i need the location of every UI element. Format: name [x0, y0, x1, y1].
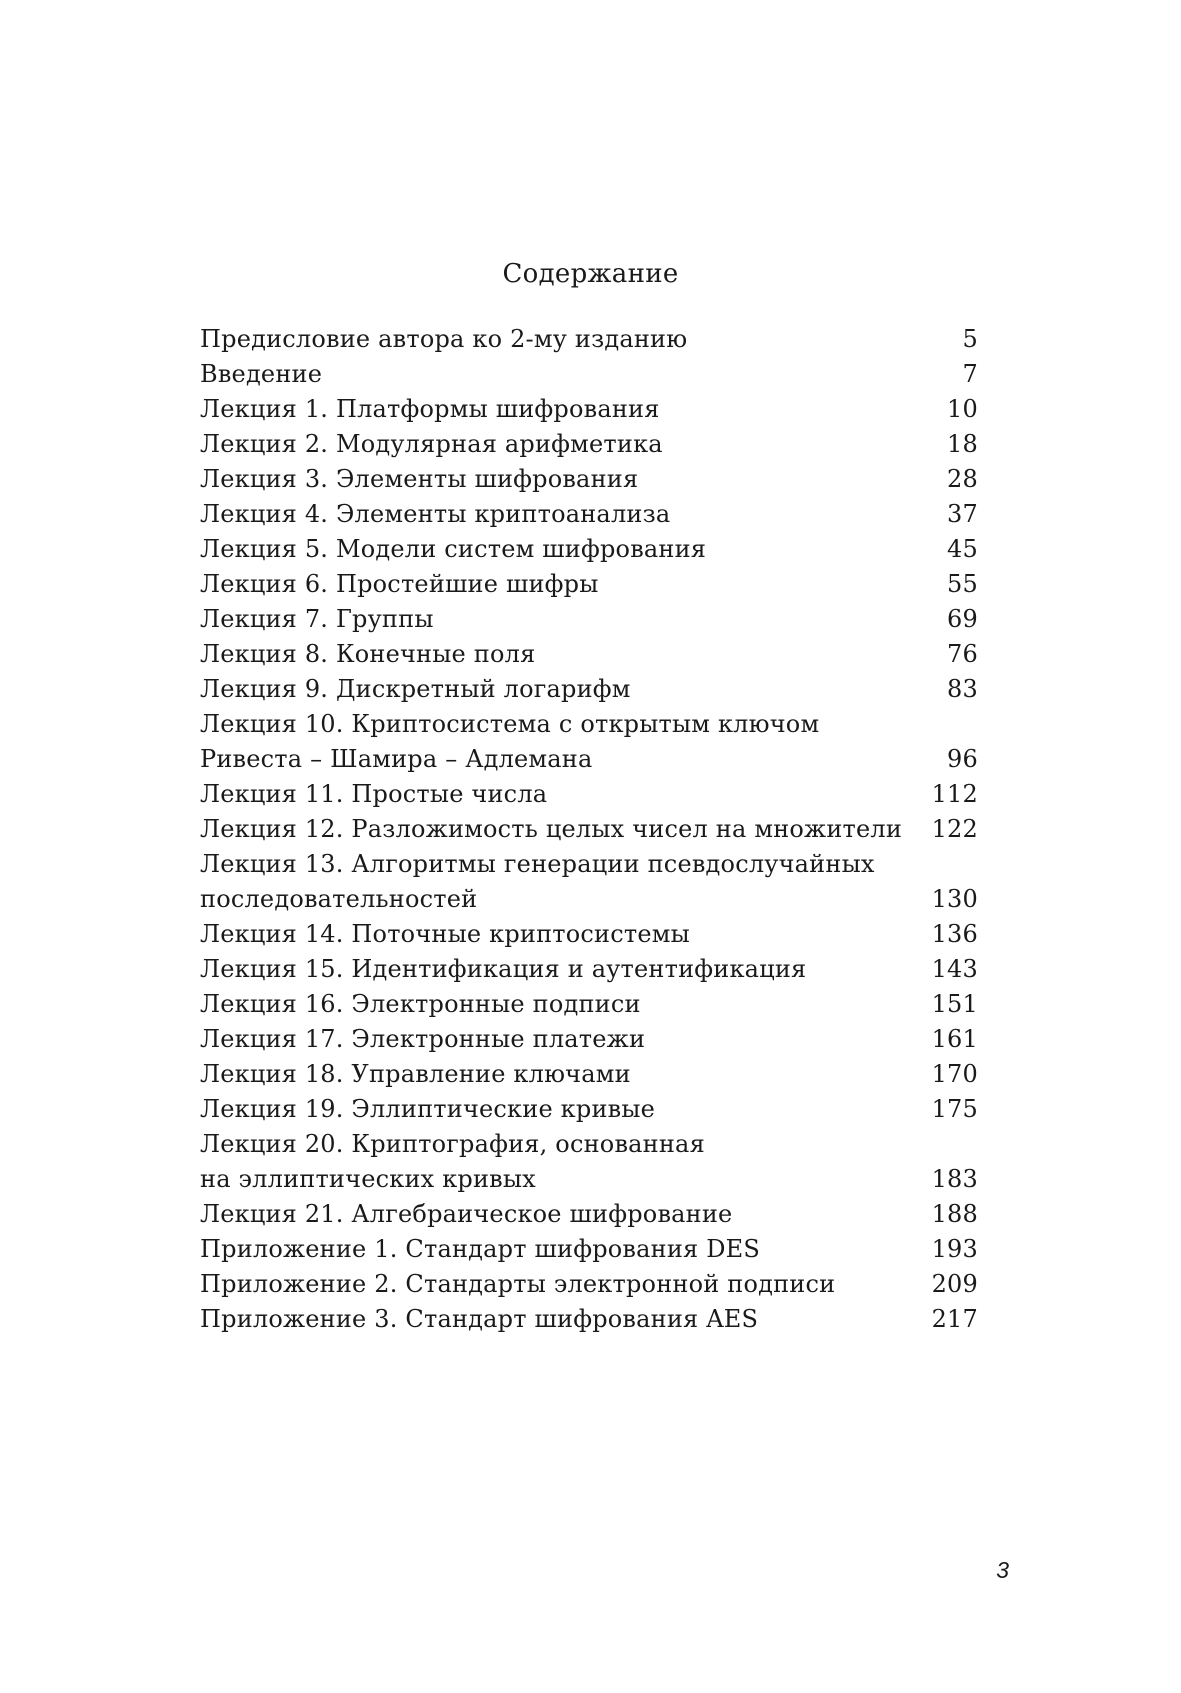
page-number: 3	[996, 1557, 1009, 1583]
toc-entry	[200, 1057, 978, 1092]
toc-entry-title: Лекция 4. Элементы криптоанализа	[200, 500, 671, 528]
toc-entry	[200, 742, 978, 777]
toc-entry	[200, 707, 978, 742]
toc-entry-title: на эллиптических кривых	[200, 1165, 536, 1193]
toc-entry	[200, 812, 978, 847]
toc-entry	[200, 1022, 978, 1057]
toc-entry-page: 10	[947, 395, 978, 423]
toc-entry-page: 5	[962, 325, 978, 353]
toc-entry-page: 136	[931, 920, 978, 948]
toc-entry-page: 37	[947, 500, 978, 528]
toc-entry-title: Лекция 15. Идентификация и аутентификация	[200, 955, 807, 983]
toc-entry-page: 112	[931, 780, 978, 808]
toc-entry	[200, 497, 978, 532]
toc-entry-title: Лекция 19. Эллиптические кривые	[200, 1095, 656, 1123]
toc-entry	[200, 532, 978, 567]
toc-entry-title: Лекция 21. Алгебраическое шифрование	[200, 1200, 733, 1228]
toc-entry-title: Лекция 6. Простейшие шифры	[200, 570, 599, 598]
toc-entry-page: 96	[947, 745, 978, 773]
toc-entry	[200, 1092, 978, 1127]
toc-entry	[200, 567, 978, 602]
toc-entry-title: Лекция 8. Конечные поля	[200, 640, 536, 668]
toc-entry-title: последовательностей	[200, 885, 478, 913]
toc-entry-title: Лекция 12. Разложимость целых чисел на множители	[200, 815, 903, 843]
toc-entry	[200, 462, 978, 497]
toc-entry	[200, 1302, 978, 1337]
toc-entry	[200, 987, 978, 1022]
toc-entry-page: 175	[931, 1095, 978, 1123]
toc-entry	[200, 1162, 978, 1197]
toc-entry-page: 122	[931, 815, 978, 843]
toc-entry-title: Лекция 18. Управление ключами	[200, 1060, 631, 1088]
toc-entry-title: Предисловие автора ко 2-му изданию	[200, 325, 688, 353]
toc-entry	[200, 1232, 978, 1267]
toc-entry-page: 151	[931, 990, 978, 1018]
toc-entry	[200, 882, 978, 917]
toc-entry-title: Ривеста – Шамира – Адлемана	[200, 745, 593, 773]
toc-entry-page: 170	[931, 1060, 978, 1088]
toc-entry-page: 193	[931, 1235, 978, 1263]
toc-entry	[200, 917, 978, 952]
toc-entry-title: Лекция 11. Простые числа	[200, 780, 548, 808]
toc-entry-page: 45	[947, 535, 978, 563]
toc-entry-title: Приложение 2. Стандарты электронной подписи	[200, 1270, 836, 1298]
toc-entry-page: 183	[931, 1165, 978, 1193]
toc-entry-page: 217	[931, 1305, 978, 1333]
toc-entry	[200, 602, 978, 637]
toc-entry-page: 28	[947, 465, 978, 493]
toc-entry-title: Лекция 20. Криптография, основанная	[200, 1130, 705, 1158]
toc-entry-page: 209	[931, 1270, 978, 1298]
toc-entry-page: 69	[947, 605, 978, 633]
toc-entry-title: Лекция 7. Группы	[200, 605, 434, 633]
toc-entry-page: 143	[931, 955, 978, 983]
toc-entry-title: Лекция 1. Платформы шифрования	[200, 395, 660, 423]
toc-entry	[200, 357, 978, 392]
toc-entry-title: Лекция 17. Электронные платежи	[200, 1025, 646, 1053]
toc-entry-page: 18	[947, 430, 978, 458]
toc-entry	[200, 322, 978, 357]
toc-entry-title: Введение	[200, 360, 323, 388]
toc-list	[200, 322, 978, 1337]
toc-entry-title: Приложение 3. Стандарт шифрования AES	[200, 1305, 759, 1333]
toc-entry	[200, 847, 978, 882]
toc-entry-title: Лекция 14. Поточные криптосистемы	[200, 920, 690, 948]
toc-entry-title: Лекция 13. Алгоритмы генерации псевдослучайных	[200, 850, 875, 878]
toc-entry-page: 83	[947, 675, 978, 703]
toc-entry	[200, 777, 978, 812]
toc-entry	[200, 427, 978, 462]
toc-entry	[200, 952, 978, 987]
toc-entry-page: 188	[931, 1200, 978, 1228]
toc-entry-title: Лекция 9. Дискретный логарифм	[200, 675, 631, 703]
toc-entry-title: Лекция 2. Модулярная арифметика	[200, 430, 663, 458]
toc-entry-title: Лекция 5. Модели систем шифрования	[200, 535, 707, 563]
toc-entry-page: 7	[962, 360, 978, 388]
toc-entry-title: Лекция 3. Элементы шифрования	[200, 465, 639, 493]
toc-entry-page: 161	[931, 1025, 978, 1053]
toc-entry-page: 130	[931, 885, 978, 913]
toc-entry	[200, 1267, 978, 1302]
toc-entry-title: Приложение 1. Стандарт шифрования DES	[200, 1235, 761, 1263]
toc-entry	[200, 1127, 978, 1162]
toc-entry-title: Лекция 16. Электронные подписи	[200, 990, 641, 1018]
toc-entry	[200, 672, 978, 707]
toc-entry	[200, 392, 978, 427]
toc-entry	[200, 1197, 978, 1232]
toc-entry	[200, 637, 978, 672]
toc-entry-page: 55	[947, 570, 978, 598]
toc-entry-title: Лекция 10. Криптосистема с открытым ключом	[200, 710, 820, 738]
toc-entry-page: 76	[947, 640, 978, 668]
toc-title: Содержание	[502, 259, 679, 289]
